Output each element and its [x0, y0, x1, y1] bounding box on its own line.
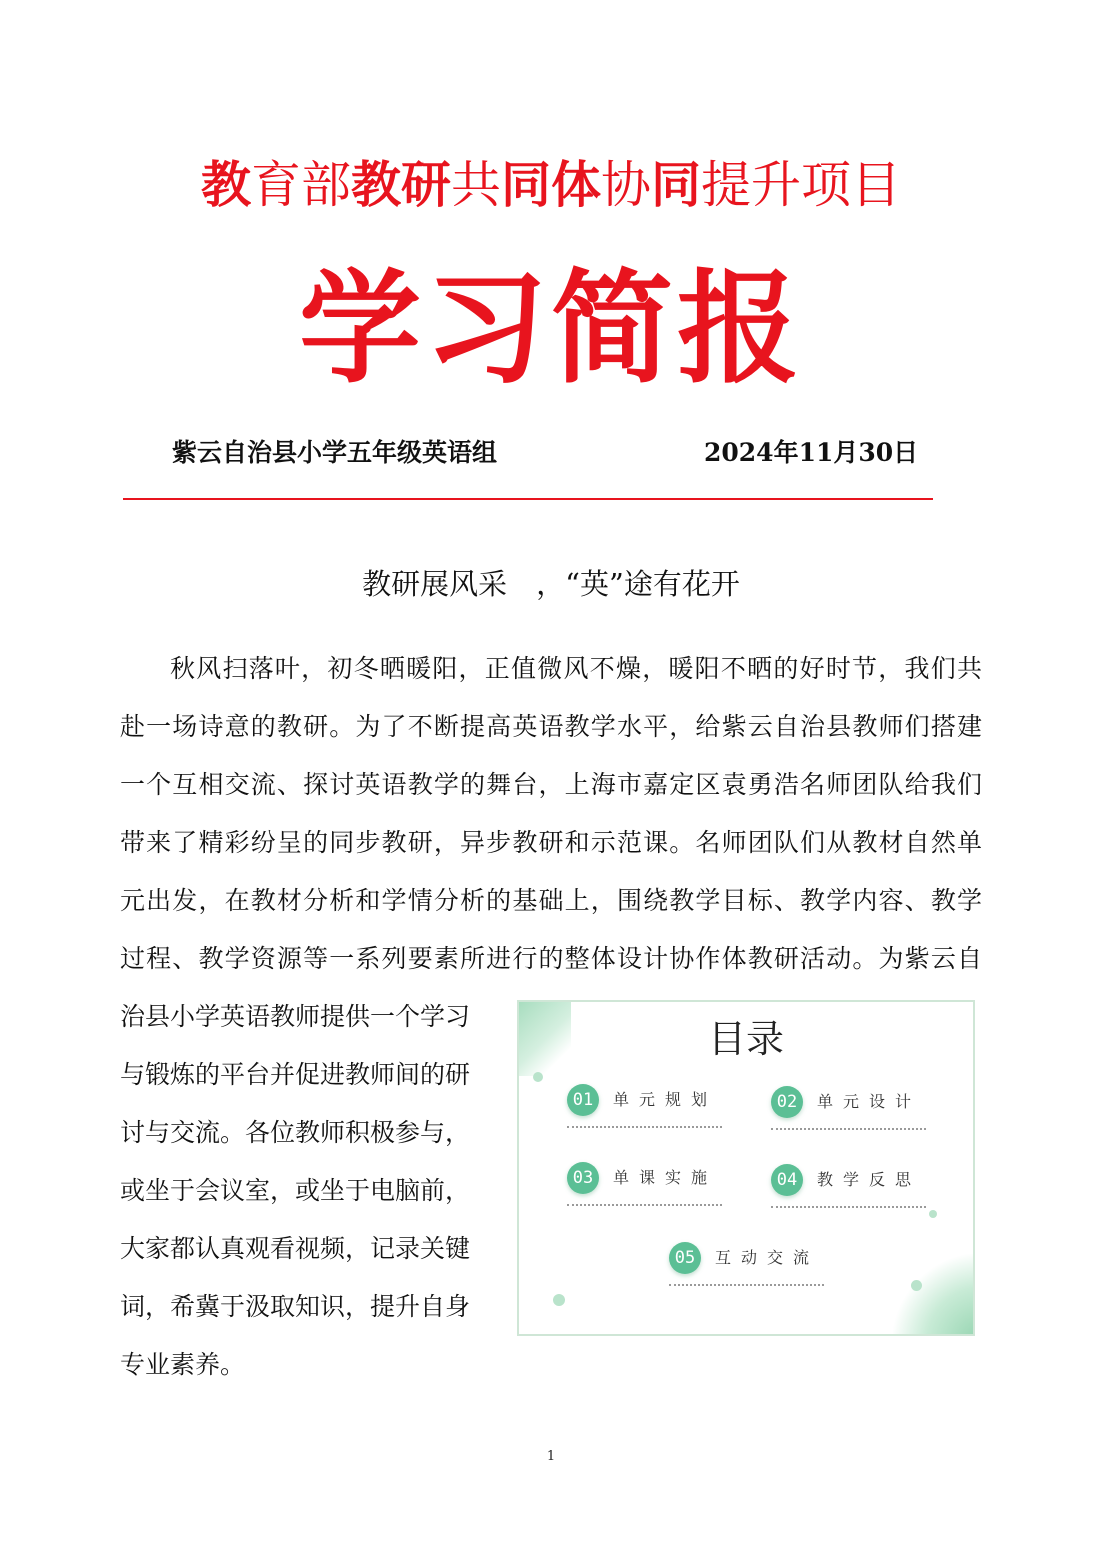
article-title: 教研展风采 ，“英”途有花开 — [362, 567, 740, 601]
decorative-dot — [553, 1294, 565, 1306]
project-title-part: 育部 — [251, 156, 351, 214]
project-title — [0, 150, 1102, 220]
toc-number-badge: 03 — [567, 1162, 599, 1194]
decorative-dot — [929, 1210, 937, 1218]
project-title-part: 教 — [201, 155, 251, 214]
toc-slide-image — [517, 1000, 975, 1336]
toc-item — [567, 1084, 727, 1124]
paragraph-line: 大家都认真观看视频，记录关键 — [120, 1234, 471, 1263]
project-title-part: 提升项目 — [701, 156, 901, 214]
toc-item-label: 互动交流 — [715, 1248, 820, 1267]
toc-heading: 目录 — [707, 1017, 784, 1061]
toc-number-badge: 01 — [567, 1084, 599, 1116]
article-paragraph-wrapped — [120, 988, 496, 1394]
paragraph-line: 或坐于会议室，或坐于电脑前， — [120, 1176, 471, 1205]
toc-dotted-line — [567, 1204, 722, 1206]
toc-dotted-line — [771, 1206, 926, 1208]
toc-number-badge: 04 — [771, 1164, 803, 1196]
toc-dotted-line — [567, 1126, 722, 1128]
header-divider — [123, 498, 933, 500]
toc-item — [771, 1086, 931, 1126]
project-title-part: 同体 — [501, 155, 601, 214]
paragraph-line: 词，希冀于汲取知识，提升自身 — [120, 1292, 471, 1321]
project-title-part: 教研 — [351, 155, 451, 214]
decorative-dot — [533, 1072, 543, 1082]
paragraph-line: 过程、教学资源等一系列要素所进行的整体设计协作体教研活动。为紫云自 — [120, 944, 982, 973]
decorative-dot — [911, 1280, 922, 1291]
paragraph-line: 带来了精彩纷呈的同步教研，异步教研和示范课。名师团队们从教材自然单 — [120, 828, 982, 857]
toc-item-label: 单课实施 — [613, 1168, 718, 1187]
paragraph-line: 赴一场诗意的教研。为了不断提高英语教学水平，给紫云自治县教师们搭建 — [120, 712, 982, 741]
paragraph-line: 讨与交流。各位教师积极参与， — [120, 1118, 471, 1147]
project-title-part: 协 — [601, 156, 651, 214]
project-title-part: 同 — [651, 155, 701, 214]
toc-item-label: 教学反思 — [817, 1170, 922, 1189]
toc-number-badge: 02 — [771, 1086, 803, 1118]
leaf-decoration — [893, 1254, 975, 1336]
toc-item-label: 单元规划 — [613, 1090, 718, 1109]
issue-date: 2024年11月30日 — [704, 438, 919, 467]
toc-dotted-line — [771, 1128, 926, 1130]
paragraph-line: 治县小学英语教师提供一个学习 — [120, 1002, 471, 1031]
paragraph-line: 与锻炼的平台并促进教师间的研 — [120, 1060, 471, 1089]
page-number: 1 — [546, 1449, 556, 1464]
toc-item — [669, 1242, 829, 1282]
toc-item-label: 单元设计 — [817, 1092, 922, 1111]
toc-number-badge: 05 — [669, 1242, 701, 1274]
bulletin-title: 学习简报 — [299, 256, 803, 400]
project-title-part: 共 — [451, 156, 501, 214]
toc-dotted-line — [669, 1284, 824, 1286]
toc-item — [771, 1164, 931, 1204]
paragraph-line: 一个互相交流、探讨英语教学的舞台，上海市嘉定区袁勇浩名师团队给我们 — [120, 770, 982, 799]
paragraph-line: 元出发，在教材分析和学情分析的基础上，围绕教学目标、教学内容、教学 — [120, 886, 982, 915]
paragraph-line: 专业素养。 — [120, 1350, 246, 1379]
organization-name: 紫云自治县小学五年级英语组 — [172, 438, 498, 467]
paragraph-line: 秋风扫落叶，初冬晒暖阳，正值微风不燥，暖阳不晒的好时节，我们共 — [170, 654, 982, 683]
toc-item — [567, 1162, 727, 1202]
article-paragraph — [120, 640, 982, 988]
